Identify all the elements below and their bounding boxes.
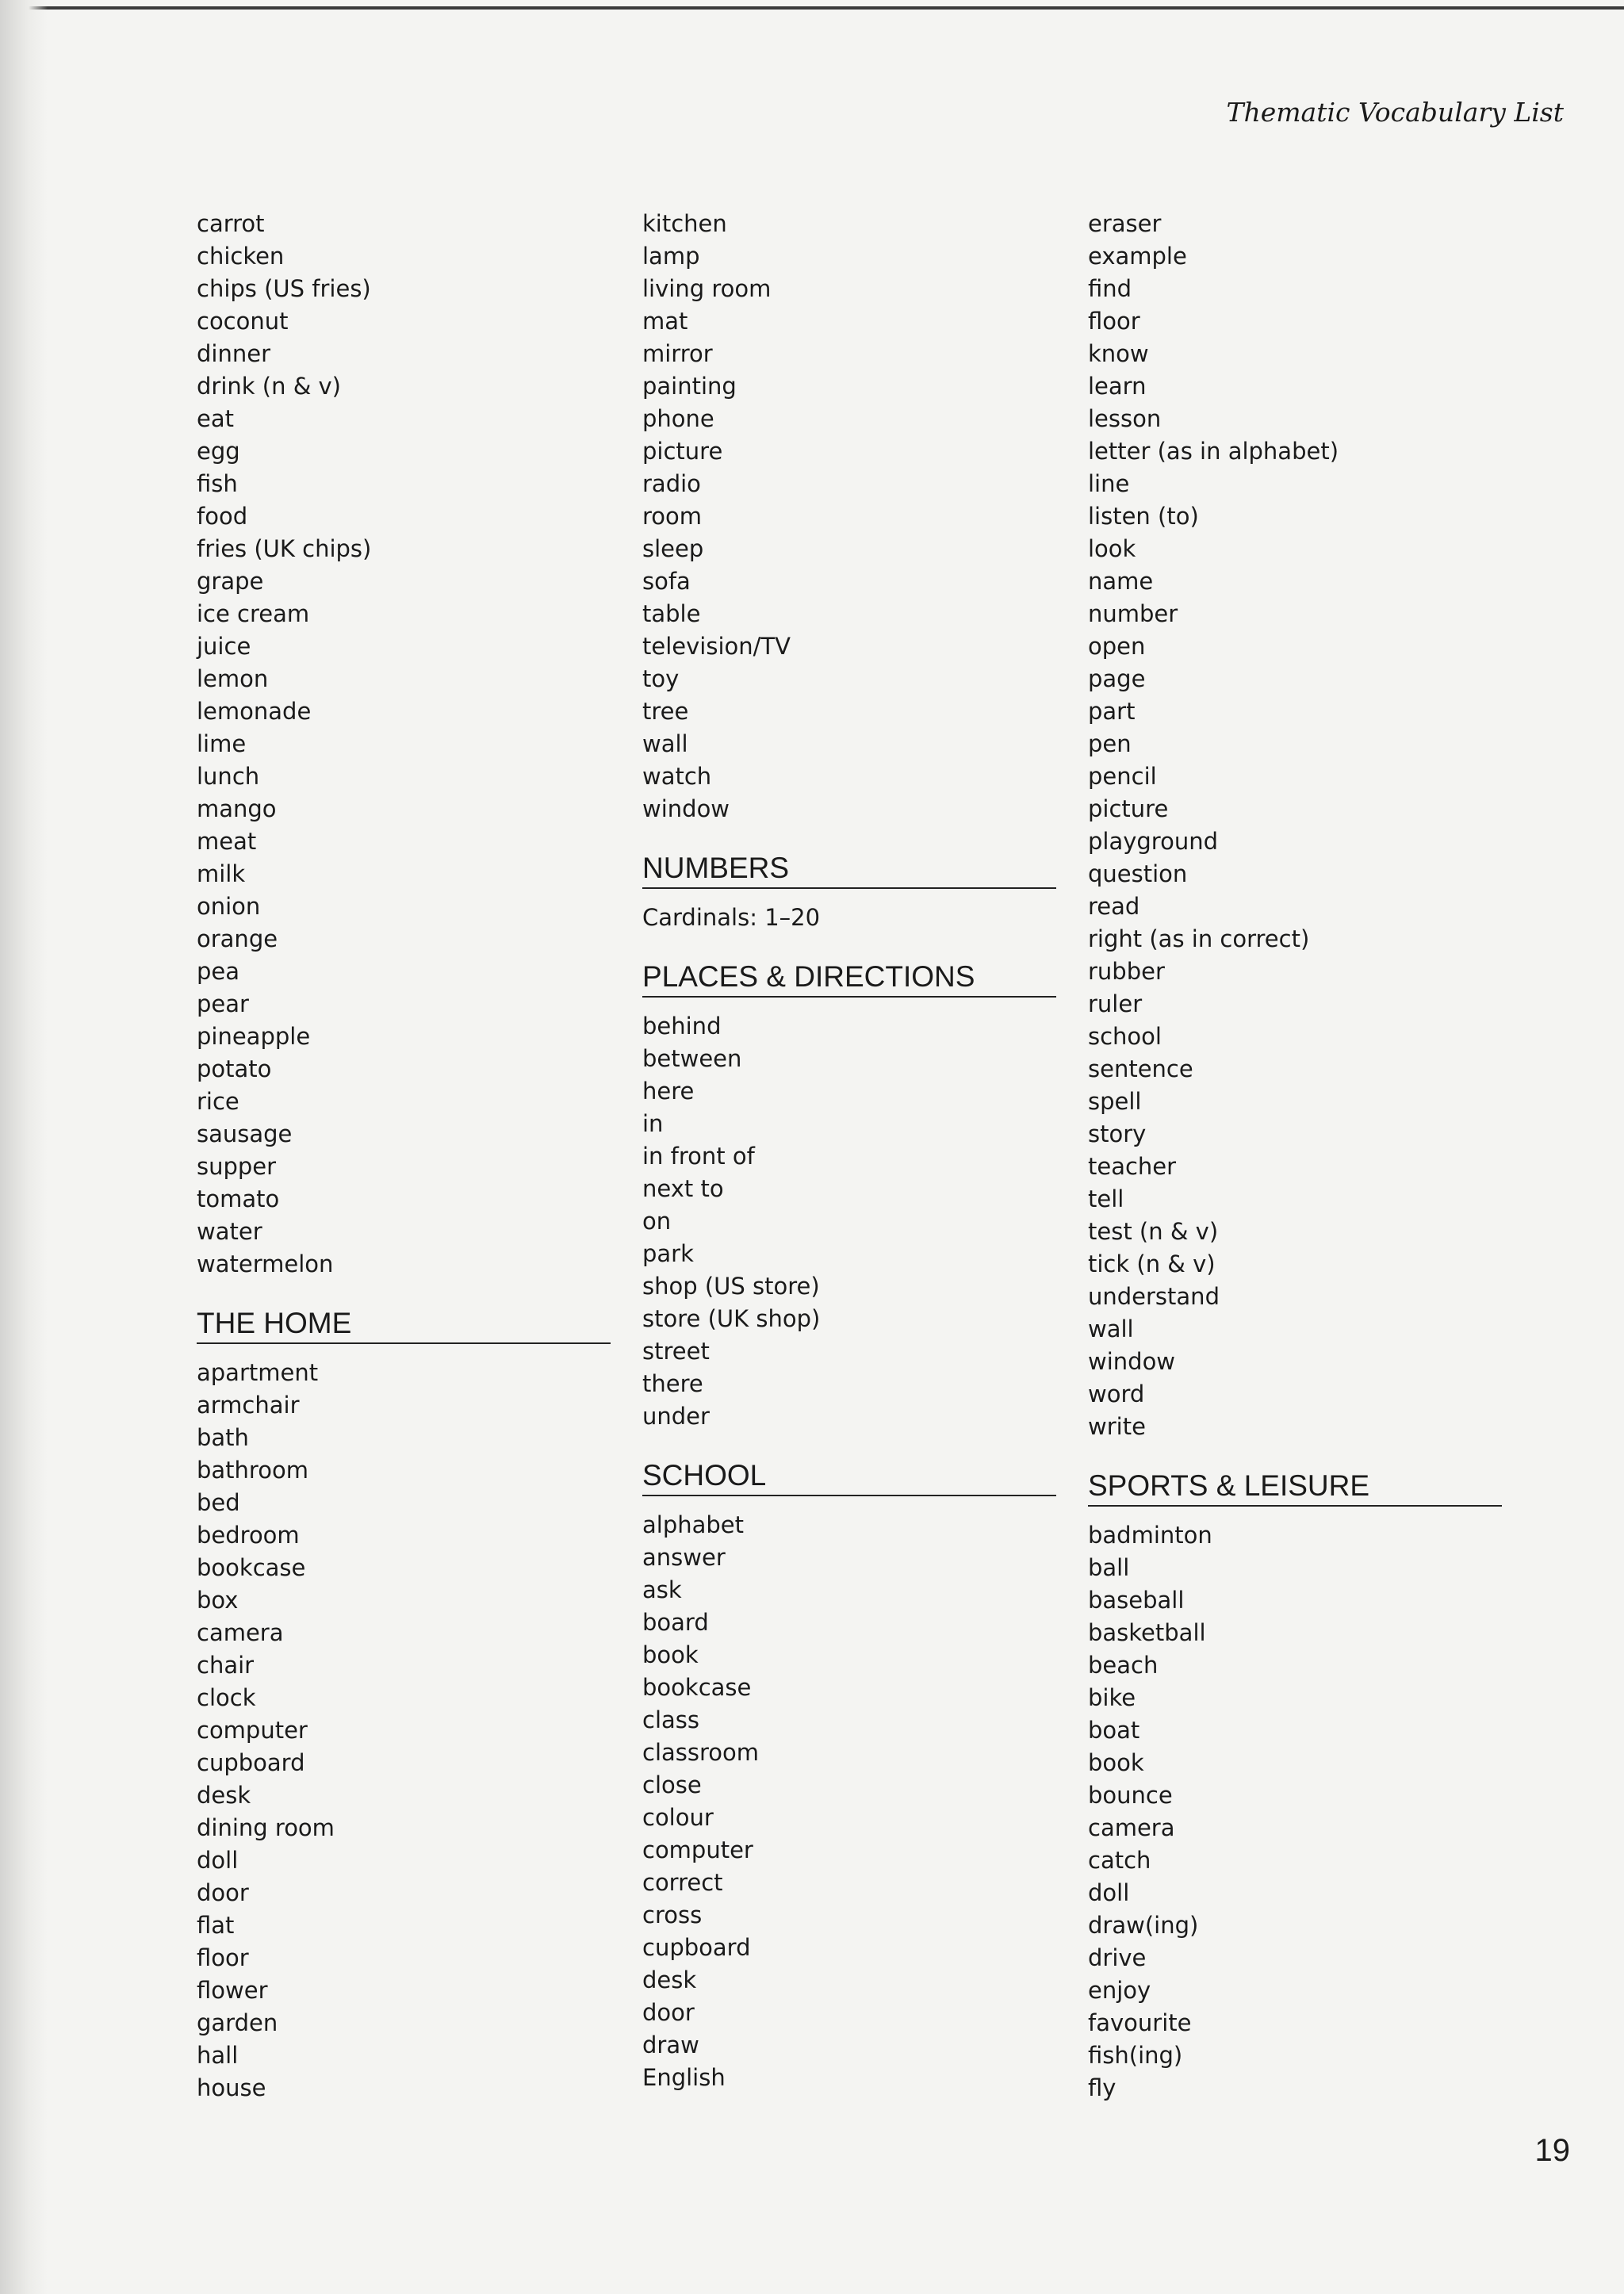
vocabulary-word: potato <box>197 1055 272 1082</box>
section-heading-sports-leisure: SPORTS & LEISURE <box>1088 1469 1502 1507</box>
vocabulary-word: here <box>642 1078 695 1105</box>
vocabulary-word: camera <box>197 1619 284 1646</box>
vocabulary-word: dining room <box>197 1814 335 1841</box>
vocabulary-word: example <box>1088 243 1187 270</box>
vocabulary-word: find <box>1088 275 1132 302</box>
vocabulary-word: flower <box>197 1977 268 2004</box>
vocabulary-word: answer <box>642 1544 726 1571</box>
vocabulary-word: apartment <box>197 1359 319 1386</box>
vocabulary-word: test (n & v) <box>1088 1218 1219 1245</box>
vocabulary-word: chips (US fries) <box>197 275 371 302</box>
section-heading-school: SCHOOL <box>642 1458 1056 1496</box>
column-2 <box>642 208 1063 2094</box>
vocabulary-word: table <box>642 600 701 627</box>
vocabulary-word: bath <box>197 1424 249 1451</box>
vocabulary-word: letter (as in alphabet) <box>1088 438 1339 465</box>
section-heading-numbers: NUMBERS <box>642 851 1056 889</box>
vocabulary-word: enjoy <box>1088 1977 1151 2004</box>
vocabulary-word: fish(ing) <box>1088 2042 1183 2069</box>
vocabulary-word: mango <box>197 795 277 822</box>
vocabulary-word: armchair <box>197 1392 300 1419</box>
vocabulary-word: classroom <box>642 1739 760 1766</box>
vocabulary-word: number <box>1088 600 1178 627</box>
vocabulary-word: coconut <box>197 308 289 335</box>
vocabulary-word: page <box>1088 665 1146 692</box>
vocabulary-word: spell <box>1088 1088 1142 1115</box>
word-list <box>1088 208 1508 1443</box>
vocabulary-word: tell <box>1088 1185 1124 1212</box>
vocabulary-word: lamp <box>642 243 700 270</box>
vocabulary-word: wall <box>642 730 688 757</box>
vocabulary-word: room <box>642 503 703 530</box>
vocabulary-word: read <box>1088 893 1140 920</box>
vocabulary-word: living room <box>642 275 772 302</box>
vocabulary-word: floor <box>1088 308 1140 335</box>
vocabulary-word: badminton <box>1088 1522 1212 1549</box>
vocabulary-word: tomato <box>197 1185 280 1212</box>
page-number: 19 <box>1534 2133 1570 2168</box>
vocabulary-word: radio <box>642 470 701 497</box>
binding-shadow <box>0 0 48 2294</box>
vocabulary-word: fish <box>197 470 238 497</box>
vocabulary-word: camera <box>1088 1814 1175 1841</box>
vocabulary-word: draw <box>642 2032 699 2058</box>
vocabulary-word: hall <box>197 2042 239 2069</box>
vocabulary-word: house <box>197 2074 266 2101</box>
vocabulary-word: desk <box>197 1782 251 1809</box>
vocabulary-word: lesson <box>1088 405 1162 432</box>
vocabulary-word: mirror <box>642 340 713 367</box>
vocabulary-word: picture <box>642 438 723 465</box>
vocabulary-word: fries (UK chips) <box>197 535 372 562</box>
vocabulary-word: shop (US store) <box>642 1273 820 1300</box>
word-list-school <box>642 1509 1063 2094</box>
vocabulary-word: catch <box>1088 1847 1151 1874</box>
vocabulary-word: line <box>1088 470 1130 497</box>
vocabulary-word: picture <box>1088 795 1169 822</box>
vocabulary-word: boat <box>1088 1717 1140 1744</box>
vocabulary-word: bounce <box>1088 1782 1173 1809</box>
vocabulary-word: orange <box>197 925 278 952</box>
vocabulary-word: rubber <box>1088 958 1165 985</box>
vocabulary-word: juice <box>197 633 251 660</box>
vocabulary-word: cross <box>642 1901 703 1928</box>
vocabulary-word: board <box>642 1609 709 1636</box>
vocabulary-word: drive <box>1088 1944 1147 1971</box>
cardinals-text: Cardinals: 1–20 <box>642 904 821 931</box>
vocabulary-word: window <box>1088 1348 1176 1375</box>
vocabulary-word: fly <box>1088 2074 1116 2101</box>
section-heading-places-directions: PLACES & DIRECTIONS <box>642 959 1056 998</box>
vocabulary-word: sentence <box>1088 1055 1193 1082</box>
vocabulary-word: book <box>1088 1749 1144 1776</box>
vocabulary-word: pea <box>197 958 240 985</box>
vocabulary-word: pen <box>1088 730 1132 757</box>
vocabulary-word: in front of <box>642 1143 755 1170</box>
vocabulary-word: flat <box>197 1912 235 1939</box>
vocabulary-word: sofa <box>642 568 691 595</box>
vocabulary-word: tree <box>642 698 689 725</box>
vocabulary-word: right (as in correct) <box>1088 925 1310 952</box>
vocabulary-word: dinner <box>197 340 270 367</box>
vocabulary-word: kitchen <box>642 210 727 237</box>
word-list-the-home <box>197 1357 617 2104</box>
vocabulary-word: ruler <box>1088 990 1143 1017</box>
vocabulary-word: write <box>1088 1413 1146 1440</box>
vocabulary-word: correct <box>642 1869 723 1896</box>
vocabulary-word: store (UK shop) <box>642 1305 821 1332</box>
vocabulary-word: box <box>197 1587 239 1614</box>
vocabulary-word: lemon <box>197 665 269 692</box>
vocabulary-word: open <box>1088 633 1146 660</box>
vocabulary-word: alphabet <box>642 1511 745 1538</box>
vocabulary-word: window <box>642 795 730 822</box>
vocabulary-word: next to <box>642 1175 724 1202</box>
vocabulary-word: onion <box>197 893 261 920</box>
vocabulary-word: eat <box>197 405 234 432</box>
vocabulary-word: word <box>1088 1381 1145 1407</box>
vocabulary-word: doll <box>1088 1879 1130 1906</box>
vocabulary-word: bike <box>1088 1684 1136 1711</box>
vocabulary-word: toy <box>642 665 680 692</box>
vocabulary-word: phone <box>642 405 714 432</box>
vocabulary-word: in <box>642 1110 664 1137</box>
vocabulary-word: chair <box>197 1652 255 1679</box>
vocabulary-word: grape <box>197 568 264 595</box>
vocabulary-word: name <box>1088 568 1154 595</box>
vocabulary-word: draw(ing) <box>1088 1912 1199 1939</box>
vocabulary-word: baseball <box>1088 1587 1185 1614</box>
vocabulary-word: bed <box>197 1489 240 1516</box>
vocabulary-word: class <box>642 1706 699 1733</box>
vocabulary-word: computer <box>642 1836 753 1863</box>
vocabulary-word: computer <box>197 1717 308 1744</box>
vocabulary-word: garden <box>197 2009 278 2036</box>
vocabulary-word: learn <box>1088 373 1147 400</box>
vocabulary-word: tick (n & v) <box>1088 1250 1216 1277</box>
vocabulary-word: book <box>642 1641 699 1668</box>
top-rule <box>0 6 1624 10</box>
column-1 <box>197 208 617 2104</box>
vocabulary-word: understand <box>1088 1283 1220 1310</box>
vocabulary-word: pencil <box>1088 763 1157 790</box>
vocabulary-word: food <box>197 503 248 530</box>
vocabulary-word: playground <box>1088 828 1219 855</box>
vocabulary-word: desk <box>642 1967 697 1993</box>
vocabulary-word: look <box>1088 535 1136 562</box>
vocabulary-word: teacher <box>1088 1153 1177 1180</box>
vocabulary-word: basketball <box>1088 1619 1206 1646</box>
vocabulary-word: on <box>642 1208 672 1235</box>
vocabulary-word: story <box>1088 1120 1147 1147</box>
vocabulary-word: school <box>1088 1023 1162 1050</box>
vocabulary-word: listen (to) <box>1088 503 1199 530</box>
vocabulary-word: bathroom <box>197 1457 308 1484</box>
word-list <box>642 208 1063 825</box>
vocabulary-word: bookcase <box>197 1554 306 1581</box>
word-list <box>197 208 617 1281</box>
word-list-places-directions <box>642 1010 1063 1433</box>
vocabulary-word: ice cream <box>197 600 310 627</box>
vocabulary-word: behind <box>642 1013 722 1040</box>
vocabulary-word: lunch <box>197 763 260 790</box>
vocabulary-word: watermelon <box>197 1250 334 1277</box>
vocabulary-word: between <box>642 1045 742 1072</box>
vocabulary-word: cupboard <box>642 1934 751 1961</box>
vocabulary-word: drink (n & v) <box>197 373 342 400</box>
column-3 <box>1088 208 1508 2104</box>
vocabulary-word: there <box>642 1370 703 1397</box>
vocabulary-word: watch <box>642 763 712 790</box>
vocabulary-word: clock <box>197 1684 256 1711</box>
vocabulary-word: lemonade <box>197 698 312 725</box>
page-header-title: Thematic Vocabulary List <box>1226 97 1564 128</box>
vocabulary-word: pineapple <box>197 1023 311 1050</box>
vocabulary-word: milk <box>197 860 246 887</box>
word-list-sports-leisure <box>1088 1519 1508 2104</box>
vocabulary-word: English <box>642 2064 726 2091</box>
vocabulary-word: lime <box>197 730 247 757</box>
vocabulary-word: pear <box>197 990 249 1017</box>
vocabulary-word: beach <box>1088 1652 1159 1679</box>
vocabulary-word: close <box>642 1771 702 1798</box>
vocabulary-word: bedroom <box>197 1522 300 1549</box>
vocabulary-word: know <box>1088 340 1149 367</box>
vocabulary-word: ask <box>642 1576 682 1603</box>
vocabulary-word: carrot <box>197 210 265 237</box>
vocabulary-word: meat <box>197 828 257 855</box>
vocabulary-word: cupboard <box>197 1749 305 1776</box>
vocabulary-word: part <box>1088 698 1136 725</box>
vocabulary-word: television/TV <box>642 633 791 660</box>
vocabulary-word: floor <box>197 1944 249 1971</box>
vocabulary-word: eraser <box>1088 210 1162 237</box>
vocabulary-word: park <box>642 1240 694 1267</box>
vocabulary-word: question <box>1088 860 1188 887</box>
vocabulary-word: door <box>197 1879 249 1906</box>
vocabulary-word: street <box>642 1338 710 1365</box>
vocabulary-word: doll <box>197 1847 239 1874</box>
section-heading-the-home: THE HOME <box>197 1306 611 1344</box>
vocabulary-word: rice <box>197 1088 239 1115</box>
vocabulary-word: favourite <box>1088 2009 1192 2036</box>
vocabulary-word: bookcase <box>642 1674 752 1701</box>
vocabulary-word: mat <box>642 308 688 335</box>
vocabulary-word: colour <box>642 1804 714 1831</box>
vocabulary-word: supper <box>197 1153 277 1180</box>
vocabulary-word: ball <box>1088 1554 1130 1581</box>
vocabulary-word: sleep <box>642 535 704 562</box>
vocabulary-word: door <box>642 1999 695 2026</box>
vocabulary-word: egg <box>197 438 240 465</box>
vocabulary-word: under <box>642 1403 710 1430</box>
vocabulary-word: painting <box>642 373 737 400</box>
vocabulary-word: water <box>197 1218 262 1245</box>
vocabulary-word: sausage <box>197 1120 293 1147</box>
vocabulary-word: chicken <box>197 243 285 270</box>
vocabulary-word: wall <box>1088 1316 1134 1342</box>
